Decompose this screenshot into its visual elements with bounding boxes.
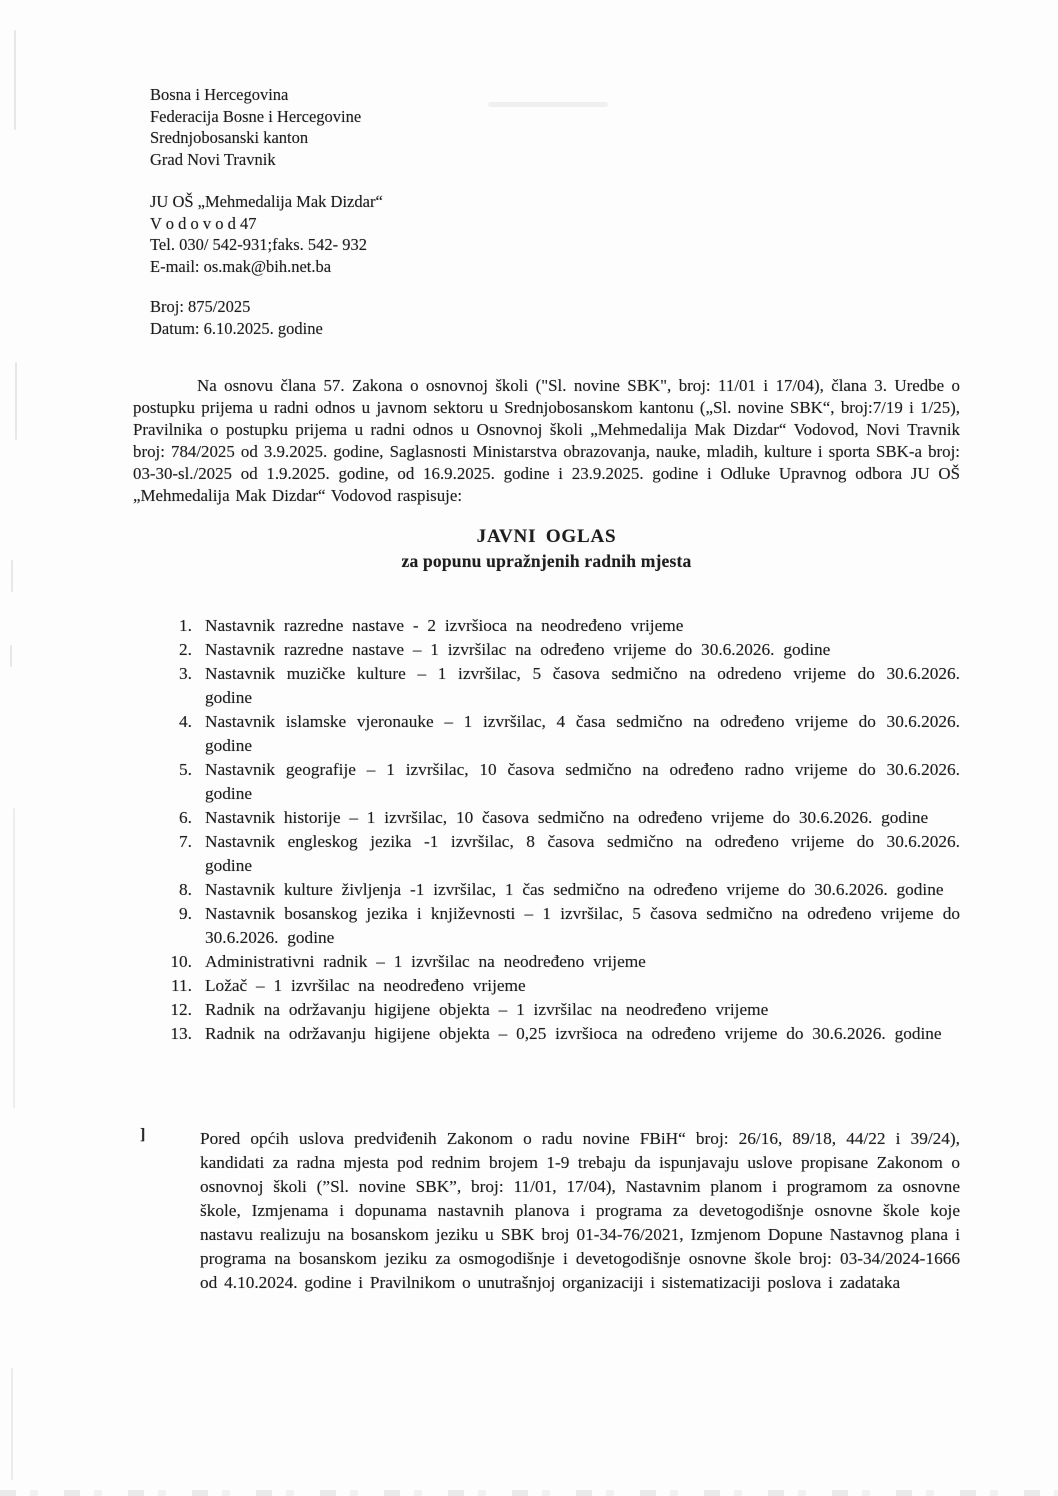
authority-line-federation: Federacija Bosne i Hercegovine bbox=[150, 106, 362, 126]
position-item bbox=[168, 614, 960, 638]
position-number: 10. bbox=[170, 952, 192, 971]
authority-line-canton: Srednjobosanski kanton bbox=[150, 128, 309, 147]
position-item bbox=[168, 974, 960, 998]
position-number: 4. bbox=[179, 712, 192, 731]
position-text: Administrativni radnik – 1 izvršilac na neodređeno vrijeme bbox=[205, 952, 646, 971]
positions-list bbox=[168, 614, 960, 1046]
position-text: Nastavnik engleskog jezika -1 izvršilac, 8 časova sedmično na određeno vrijeme do 30.6.2026. godine bbox=[205, 832, 960, 875]
position-number: 7. bbox=[179, 832, 192, 851]
position-number: 2. bbox=[179, 640, 192, 659]
document-title: JAVNI OGLAS bbox=[476, 526, 617, 547]
position-number: 3. bbox=[179, 664, 192, 683]
scan-streak bbox=[11, 1368, 13, 1480]
position-item bbox=[168, 638, 960, 662]
position-item bbox=[168, 902, 960, 950]
letterhead-school bbox=[150, 191, 383, 277]
title-block bbox=[133, 526, 960, 572]
letterhead-authority bbox=[150, 84, 361, 170]
position-text: Nastavnik muzičke kulture – 1 izvršilac, 5 časova sedmično na odredeno vrijeme do 30.6.2026. godine bbox=[205, 664, 960, 707]
position-text: Ložač – 1 izvršilac na neodređeno vrijeme bbox=[205, 976, 526, 995]
position-text: Nastavnik islamske vjeronauke – 1 izvršilac, 4 časa sedmično na određeno vrijeme do 30.6.2026. godine bbox=[205, 712, 960, 755]
position-number: 13. bbox=[170, 1024, 192, 1043]
scan-smudge bbox=[488, 102, 608, 107]
intro-paragraph: Na osnovu člana 57. Zakona o osnovnoj školi ("Sl. novine SBK", broj: 11/01 i 17/04), člana 3. Uredbe o postupku prijema u radni odnos u javnom sektoru u Srednjobosanskom kantonu („Sl. novine SBK“, broj:7/19 i 1/25), Pravilnika o postupku prijema u radni odnos u Osnovnoj školi „Mehmedalija Mak Dizdar“ Vodovod, Novi Travnik broj: 784/2025 od 3.9.2025. godine, Saglasnosti Ministarstva obrazovanja, nauke, mladih, kulture i sporta SBK-a broj: 03-30-sl./2025 od 1.9.2025. godine, od 16.9.2025. godine i 23.9.2025. godine i Odluke Upravnog odbora JU OŠ „Mehmedalija Mak Dizdar“ Vodovod raspisuje: bbox=[133, 376, 960, 505]
position-text: Nastavnik bosanskog jezika i književnosti – 1 izvršilac, 5 časova sedmično na određeno vrijeme do 30.6.2026. godine bbox=[205, 904, 960, 947]
position-item bbox=[168, 758, 960, 806]
position-item bbox=[168, 950, 960, 974]
margin-artifact-mark: ] bbox=[140, 1126, 146, 1143]
authority-line-city: Grad Novi Travnik bbox=[150, 149, 276, 169]
position-item bbox=[168, 830, 960, 878]
conditions-paragraph: Pored općih uslova predviđenih Zakonom o radu novine FBiH“ broj: 26/16, 89/18, 44/22 i 39/24), kandidati za radna mjesta pod rednim brojem 1-9 trebaju da ispunjavaju uslove propisane Zakonom o osnovnoj školi (”Sl. novine SBK”, broj: 11/01, 17/04), Nastavnim planom i programom za osnovne škole, Izmjenama i dopunama nastavnih planova i programa za devetogodišnje osnovne škole koje nastavu realizuju na bosanskom jeziku u SBK broj 01-34-76/2021, Izmjenom Dopune Nastavnog plana i programa na bosanskom jeziku za osmogodišnje i devetogodišnje osnovne škole broj: 03-34/2024-1666 od 4.10.2024. godine i Pravilnikom o unutrašnjoj organizaciji i sistematizaciji poslova i zadataka bbox=[200, 1129, 960, 1292]
position-number: 11. bbox=[171, 976, 192, 995]
scan-streak bbox=[15, 362, 17, 440]
bottom-cutoff-text-band bbox=[0, 1490, 1058, 1496]
scan-streak bbox=[11, 560, 13, 592]
position-number: 12. bbox=[170, 1000, 192, 1019]
scan-streak bbox=[13, 808, 15, 1108]
school-name-line: JU OŠ „Mehmedalija Mak Dizdar“ bbox=[150, 192, 383, 211]
position-item bbox=[168, 710, 960, 758]
position-text: Radnik na održavanju higijene objekta – 1 izvršilac na neodređeno vrijeme bbox=[205, 1000, 769, 1019]
position-text: Nastavnik historije – 1 izvršilac, 10 časova sedmično na određeno vrijeme do 30.6.2026. godine bbox=[205, 808, 929, 827]
position-item bbox=[168, 806, 960, 830]
school-phone-line: Tel. 030/ 542-931;faks. 542- 932 bbox=[150, 235, 367, 254]
position-text: Nastavnik kulture življenja -1 izvršilac, 1 čas sedmično na određeno vrijeme do 30.6.2026. godine bbox=[205, 880, 944, 899]
position-text: Nastavnik geografije – 1 izvršilac, 10 časova sedmično na određeno radno vrijeme do 30.6.2026. godine bbox=[205, 760, 960, 803]
authority-line-country: Bosna i Hercegovina bbox=[150, 85, 289, 104]
position-number: 1. bbox=[179, 616, 192, 635]
position-item bbox=[168, 998, 960, 1022]
position-number: 8. bbox=[179, 880, 192, 899]
position-text: Nastavnik razredne nastave – 1 izvršilac na određeno vrijeme do 30.6.2026. godine bbox=[205, 640, 831, 659]
position-number: 9. bbox=[179, 904, 192, 923]
position-number: 6. bbox=[179, 808, 192, 827]
school-email-line: E-mail: os.mak@bih.net.ba bbox=[150, 256, 332, 276]
position-text: Nastavnik razredne nastave - 2 izvršioca na neodređeno vrijeme bbox=[205, 616, 684, 635]
document-date: Datum: 6.10.2025. godine bbox=[150, 318, 323, 338]
scan-streak bbox=[10, 645, 12, 667]
position-number: 5. bbox=[179, 760, 192, 779]
position-item bbox=[168, 878, 960, 902]
document-number: Broj: 875/2025 bbox=[150, 297, 251, 316]
position-item bbox=[168, 1022, 960, 1046]
school-address-line: V o d o v o d 47 bbox=[150, 213, 257, 233]
scan-streak bbox=[14, 30, 16, 130]
position-item bbox=[168, 662, 960, 710]
document-reference bbox=[150, 296, 323, 339]
document-subtitle: za popunu upražnjenih radnih mjesta bbox=[401, 551, 692, 571]
position-text: Radnik na održavanju higijene objekta – 0,25 izvršioca na određeno vrijeme do 30.6.2026. godine bbox=[205, 1024, 942, 1043]
